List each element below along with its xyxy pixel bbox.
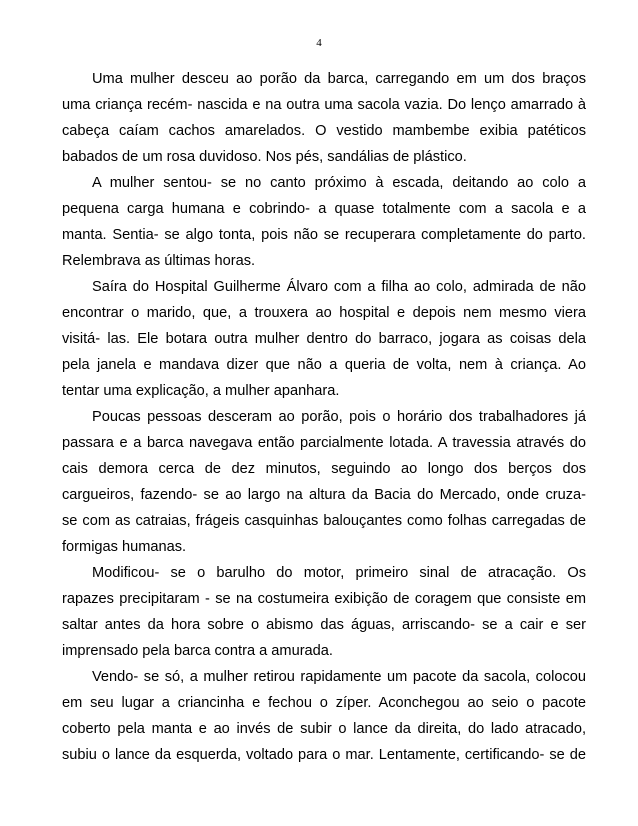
text-line: babados de um rosa duvidoso. Nos pés, sandálias de plástico. <box>62 149 467 165</box>
text-line: imprensado pela barca contra a amurada. <box>62 643 333 659</box>
text-line: manta. Sentia- se algo tonta, pois não se recuperara completamente do parto. <box>62 227 586 243</box>
text-line: cargueiros, fazendo- se ao largo na altura da Bacia do Mercado, onde cruza- <box>62 487 586 503</box>
text-line: cais demora cerca de dez minutos, seguindo ao longo dos berços dos <box>62 461 586 477</box>
text-line: em seu lugar a criancinha e fechou o zíper. Aconchegou ao seio o pacote <box>62 695 586 711</box>
text-line: encontrar o marido, que, a trouxera ao hospital e depois nem mesmo viera <box>62 305 586 321</box>
paragraph-4 <box>62 404 586 560</box>
page-number: 4 <box>316 37 322 49</box>
body-text <box>62 66 586 768</box>
paragraph-3 <box>62 274 586 404</box>
paragraph-6 <box>62 664 586 768</box>
text-line: pela janela e mandava dizer que não a queria de volta, nem à criança. Ao <box>62 357 586 373</box>
text-line: tentar uma explicação, a mulher apanhara. <box>62 383 340 399</box>
text-line: uma criança recém- nascida e na outra uma sacola vazia. Do lenço amarrado à <box>62 97 586 113</box>
text-line: rapazes precipitaram - se na costumeira exibição de coragem que consiste em <box>62 591 586 607</box>
paragraph-5 <box>62 560 586 664</box>
text-line: coberto pela manta e ao invés de subir o lance da direita, do lado atracado, <box>62 721 586 737</box>
text-line: Saíra do Hospital Guilherme Álvaro com a filha ao colo, admirada de não <box>92 279 586 295</box>
text-line: Modificou- se o barulho do motor, primeiro sinal de atracação. Os <box>92 565 586 581</box>
text-line: formigas humanas. <box>62 539 187 555</box>
paragraph-1 <box>62 66 586 170</box>
text-line: passara e a barca navegava então parcialmente lotada. A travessia através do <box>62 435 586 451</box>
text-line: pequena carga humana e cobrindo- a quase totalmente com a sacola e a <box>62 201 586 217</box>
text-line: Relembrava as últimas horas. <box>62 253 256 269</box>
text-line: cabeça caíam cachos amarelados. O vestido mambembe exibia patéticos <box>62 123 586 139</box>
paragraph-2 <box>62 170 586 274</box>
text-line: subiu o lance da esquerda, voltado para o mar. Lentamente, certificando- se de <box>62 747 586 763</box>
text-line: Uma mulher desceu ao porão da barca, carregando em um dos braços <box>92 71 586 87</box>
text-line: Poucas pessoas desceram ao porão, pois o horário dos trabalhadores já <box>92 409 586 425</box>
text-line: Vendo- se só, a mulher retirou rapidamente um pacote da sacola, colocou <box>92 669 586 685</box>
text-line: A mulher sentou- se no canto próximo à escada, deitando ao colo a <box>92 175 586 191</box>
text-line: visitá- las. Ele botara outra mulher dentro do barraco, jogara as coisas dela <box>62 331 586 347</box>
text-line: saltar antes da hora sobre o abismo das águas, arriscando- se a cair e ser <box>62 617 586 633</box>
text-line: se com as catraias, frágeis casquinhas balouçantes como folhas carregadas de <box>62 513 586 529</box>
